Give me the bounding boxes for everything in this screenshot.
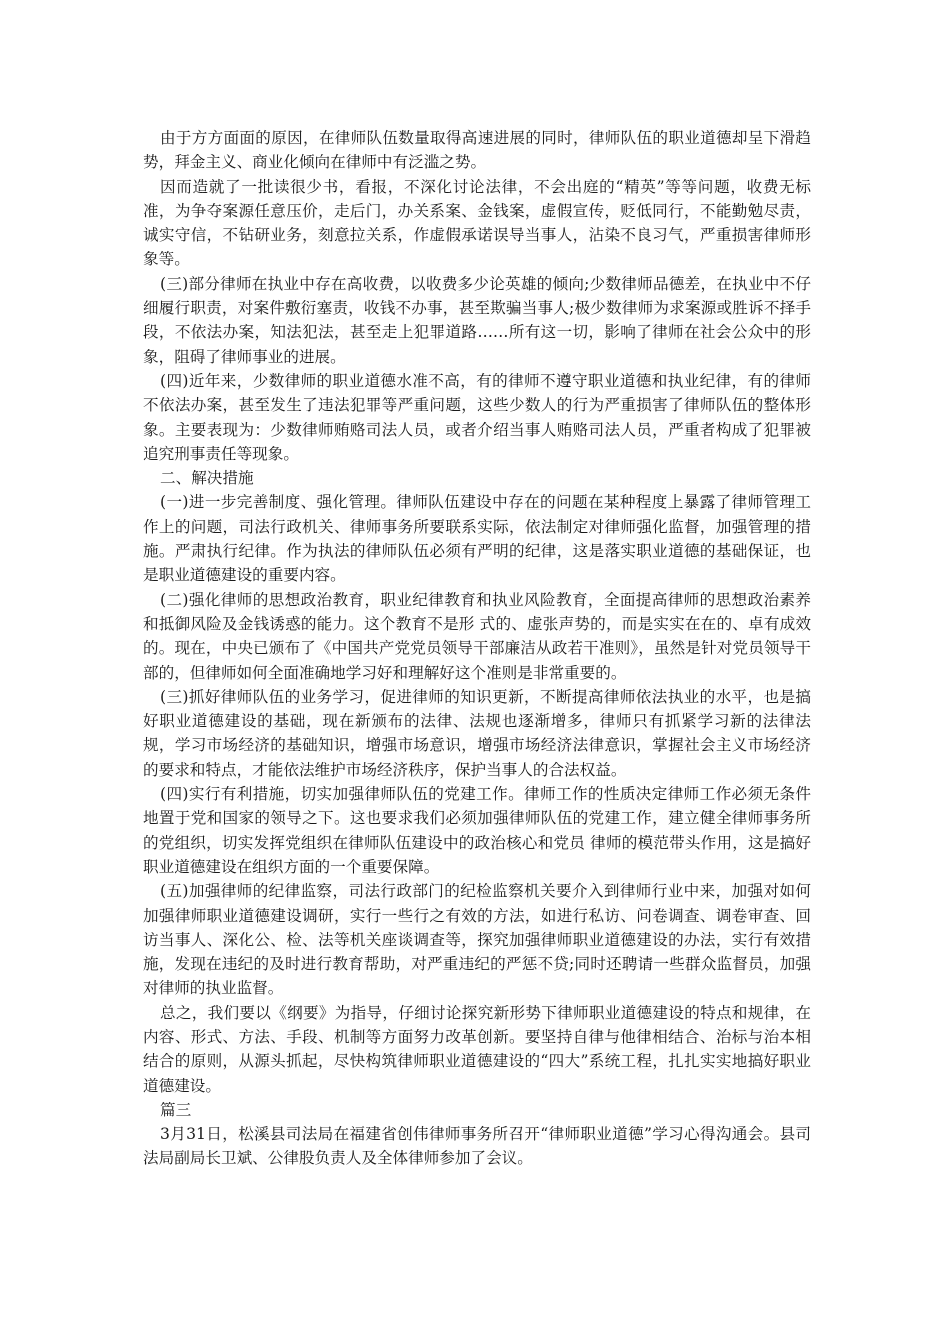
paragraph-10: 总之，我们要以《纲要》为指导，仔细讨论探究新形势下律师职业道德建设的特点和规律，在内容、形式、方法、手段、机制等方面努力改革创新。要坚持自律与他律相结合、治标与治本相结合的原则，从源头抓起，尽快构筑律师职业道德建设的“四大”系统工程，扎扎实实地搞好职业道德建设。 — [143, 1003, 811, 1095]
paragraph-8: (四)实行有利措施，切实加强律师队伍的党建工作。律师工作的性质决定律师工作必须无条件地置于党和国家的领导之下。这也要求我们必须加强律师队伍的党建工作，建立健全律师事务所的党组织，切实发挥党组织在律师队伍建设中的政治核心和党员 律师的模范带头作用，这是搞好职业道德建设在组织方面的一个重要保障。 — [143, 785, 811, 876]
paragraph-7: (三)抓好律师队伍的业务学习，促进律师的知识更新，不断提高律师依法执业的水平，也是搞好职业道德建设的基础，现在新颁布的法律、法规也逐渐增多，律师只有抓紧学习新的法律法规，学习市场经济的基础知识，增强市场意识，增强市场经济法律意识，掌握社会主义市场经济的要求和特点，才能依法维护市场经济秩序，保护当事人的合法权益。 — [143, 687, 811, 779]
paragraph-11: 3月31日，松溪县司法局在福建省创伟律师事务所召开“律师职业道德”学习心得沟通会。县司法局副局长卫斌、公律股负责人及全体律师参加了会议。 — [143, 1125, 811, 1168]
paragraph-9: (五)加强律师的纪律监察，司法行政部门的纪检监察机关要介入到律师行业中来，加强对如何加强律师职业道德建设调研，实行一些行之有效的方法，如进行私访、问卷调查、调卷审查、回访当事人、深化公、检、法等机关座谈调查等，探究加强律师职业道德建设的办法，实行有效措施，发现在违纪的及时进行教育帮助，对严重违纪的严惩不贷;同时还聘请一些群众监督员，加强对律师的执业监督。 — [143, 882, 811, 998]
paragraph-2: 因而造就了一批读很少书，看报，不深化讨论法律，不会出庭的“精英”等等问题，收费无标准，为争夺案源任意压价，走后门，办关系案、金钱案，虚假宣传，贬低同行，不能勤勉尽责，诚实守信，不钻研业务，刻意拉关系，作虚假承诺误导当事人，沾染不良习气，严重损害律师形象等。 — [143, 177, 811, 269]
section-heading-solutions: 二、解决措施 — [160, 469, 254, 488]
document-body — [143, 126, 811, 1171]
paragraph-5: (一)进一步完善制度、强化管理。律师队伍建设中存在的问题在某种程度上暴露了律师管理工作上的问题，司法行政机关、律师事务所要联系实际，依法制定对律师强化监督，加强管理的措施。严肃执行纪律。作为执法的律师队伍必须有严明的纪律，这是落实职业道德的基础保证，也是职业道德建设的重要内容。 — [143, 493, 811, 585]
paragraph-6: (二)强化律师的思想政治教育，职业纪律教育和执业风险教育，全面提高律师的思想政治素养和抵御风险及金钱诱惑的能力。这个教育不是形 式的、虚张声势的，而是实实在在的、卓有成效的。现在，中央已颁布了《中国共产党党员领导干部廉洁从政若干准则》，虽然是针对党员领导干部的，但律师如何全面准确地学习好和理解好这个准则是非常重要的。 — [143, 590, 811, 682]
paragraph-1: 由于方方面面的原因，在律师队伍数量取得高速进展的同时，律师队伍的职业道德却呈下滑趋势，拜金主义、商业化倾向在律师中有泛滥之势。 — [143, 129, 811, 172]
paragraph-4: (四)近年来，少数律师的职业道德水准不高，有的律师不遵守职业道德和执业纪律，有的律师不依法办案，甚至发生了违法犯罪等严重问题，这些少数人的行为严重损害了律师队伍的整体形象。主要表现为：少数律师贿赂司法人员，或者介绍当事人贿赂司法人员，严重者构成了犯罪被追究刑事责任等现象。 — [143, 371, 811, 463]
section-heading-part-three: 篇三 — [160, 1100, 192, 1119]
paragraph-3: (三)部分律师在执业中存在高收费，以收费多少论英雄的倾向;少数律师品德差，在执业中不仔细履行职责，对案件敷衍塞责，收钱不办事，甚至欺骗当事人;极少数律师为求案源或胜诉不择手段，不依法办案，知法犯法，甚至走上犯罪道路……所有这一切，影响了律师在社会公众中的形象，阻碍了律师事业的进展。 — [143, 274, 811, 366]
